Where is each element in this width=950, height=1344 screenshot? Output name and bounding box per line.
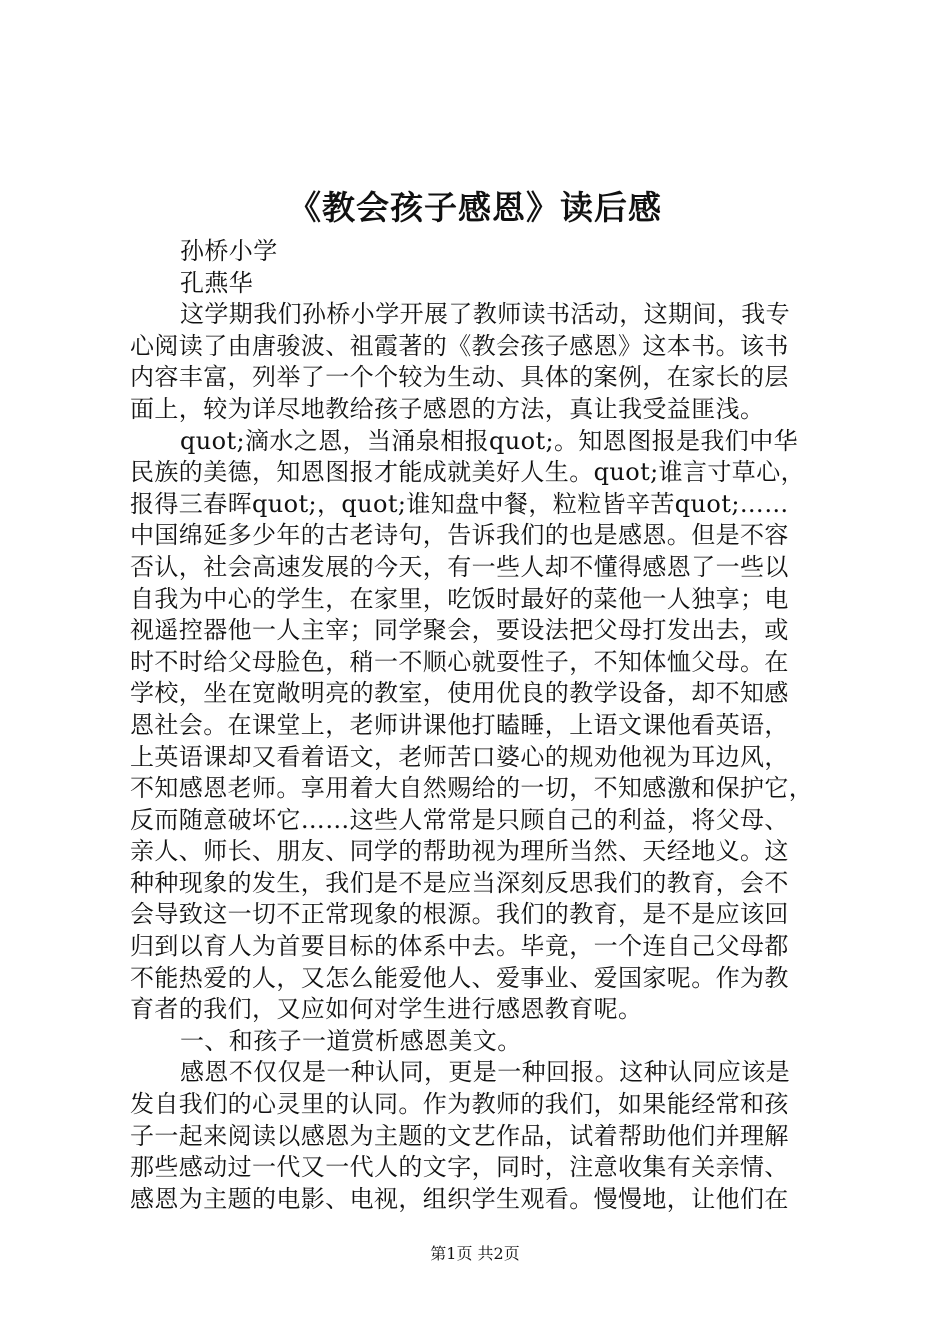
text-line: 时不时给父母脸色，稍一不顺心就耍性子，不知体恤父母。在 — [130, 647, 789, 676]
text-line: quot;滴水之恩，当涌泉相报quot;。知恩图报是我们中华 — [180, 426, 798, 455]
text-line: 学校，坐在宽敞明亮的教室，使用优良的教学设备，却不知感 — [130, 679, 789, 708]
text-line: 感恩为主题的电影、电视，组织学生观看。慢慢地，让他们在 — [130, 1184, 789, 1213]
text-line: 育者的我们，又应如何对学生进行感恩教育呢。 — [130, 995, 643, 1024]
page-title: 《教会孩子感恩》读后感 — [288, 188, 662, 227]
text-line: 反而随意破坏它……这些人常常是只顾自己的利益，将父母、 — [130, 805, 789, 834]
text-line: 中国绵延多少年的古老诗句，告诉我们的也是感恩。但是不容 — [130, 521, 789, 550]
text-line: 恩社会。在课堂上，老师讲课他打瞌睡，上语文课他看英语， — [130, 710, 789, 739]
text-line: 自我为中心的学生，在家里，吃饭时最好的菜他一人独享；电 — [130, 584, 789, 613]
text-line: 否认，社会高速发展的今天，有一些人却不懂得感恩了一些以 — [130, 552, 789, 581]
text-line: 民族的美德，知恩图报才能成就美好人生。quot;谁言寸草心， — [130, 458, 805, 487]
text-line: 内容丰富，列举了一个个较为生动、具体的案例，在家长的层 — [130, 363, 789, 392]
text-line: 孔燕华 — [180, 268, 254, 297]
text-line: 会导致这一切不正常现象的根源。我们的教育，是不是应该回 — [130, 900, 789, 929]
page-footer: 第1页 共2页 — [430, 1244, 520, 1263]
text-line: 归到以育人为首要目标的体系中去。毕竟，一个连自己父母都 — [130, 932, 789, 961]
text-line: 发自我们的心灵里的认同。作为教师的我们，如果能经常和孩 — [130, 1090, 789, 1119]
text-line: 孙桥小学 — [180, 237, 278, 265]
text-line: 一、和孩子一道赏析感恩美文。 — [180, 1026, 522, 1055]
text-line: 那些感动过一代又一代人的文字，同时，注意收集有关亲情、 — [130, 1153, 789, 1182]
text-line: 面上，较为详尽地教给孩子感恩的方法，真让我受益匪浅。 — [130, 394, 765, 423]
text-line: 子一起来阅读以感恩为主题的文艺作品，试着帮助他们并理解 — [130, 1121, 789, 1150]
text-line: 心阅读了由唐骏波、祖霞著的《教会孩子感恩》这本书。该书 — [130, 331, 789, 360]
text-line: 报得三春晖quot;，quot;谁知盘中餐，粒粒皆辛苦quot;…… — [130, 489, 789, 518]
text-line: 上英语课却又看着语文，老师苦口婆心的规劝他视为耳边风， — [130, 742, 789, 771]
text-line: 种种现象的发生，我们是不是应当深刻反思我们的教育，会不 — [130, 868, 789, 897]
text-line: 不知感恩老师。享用着大自然赐给的一切，不知感激和保护它， — [130, 774, 814, 803]
text-line: 感恩不仅仅是一种认同，更是一种回报。这种认同应该是 — [180, 1058, 790, 1087]
text-line: 这学期我们孙桥小学开展了教师读书活动，这期间，我专 — [180, 300, 790, 329]
text-line: 不能热爱的人，又怎么能爱他人、爱事业、爱国家呢。作为教 — [130, 963, 789, 992]
text-line: 亲人、师长、朋友、同学的帮助视为理所当然、天经地义。这 — [130, 837, 789, 866]
document-body — [130, 236, 834, 1215]
text-line: 视遥控器他一人主宰；同学聚会，要设法把父母打发出去，或 — [130, 616, 789, 645]
